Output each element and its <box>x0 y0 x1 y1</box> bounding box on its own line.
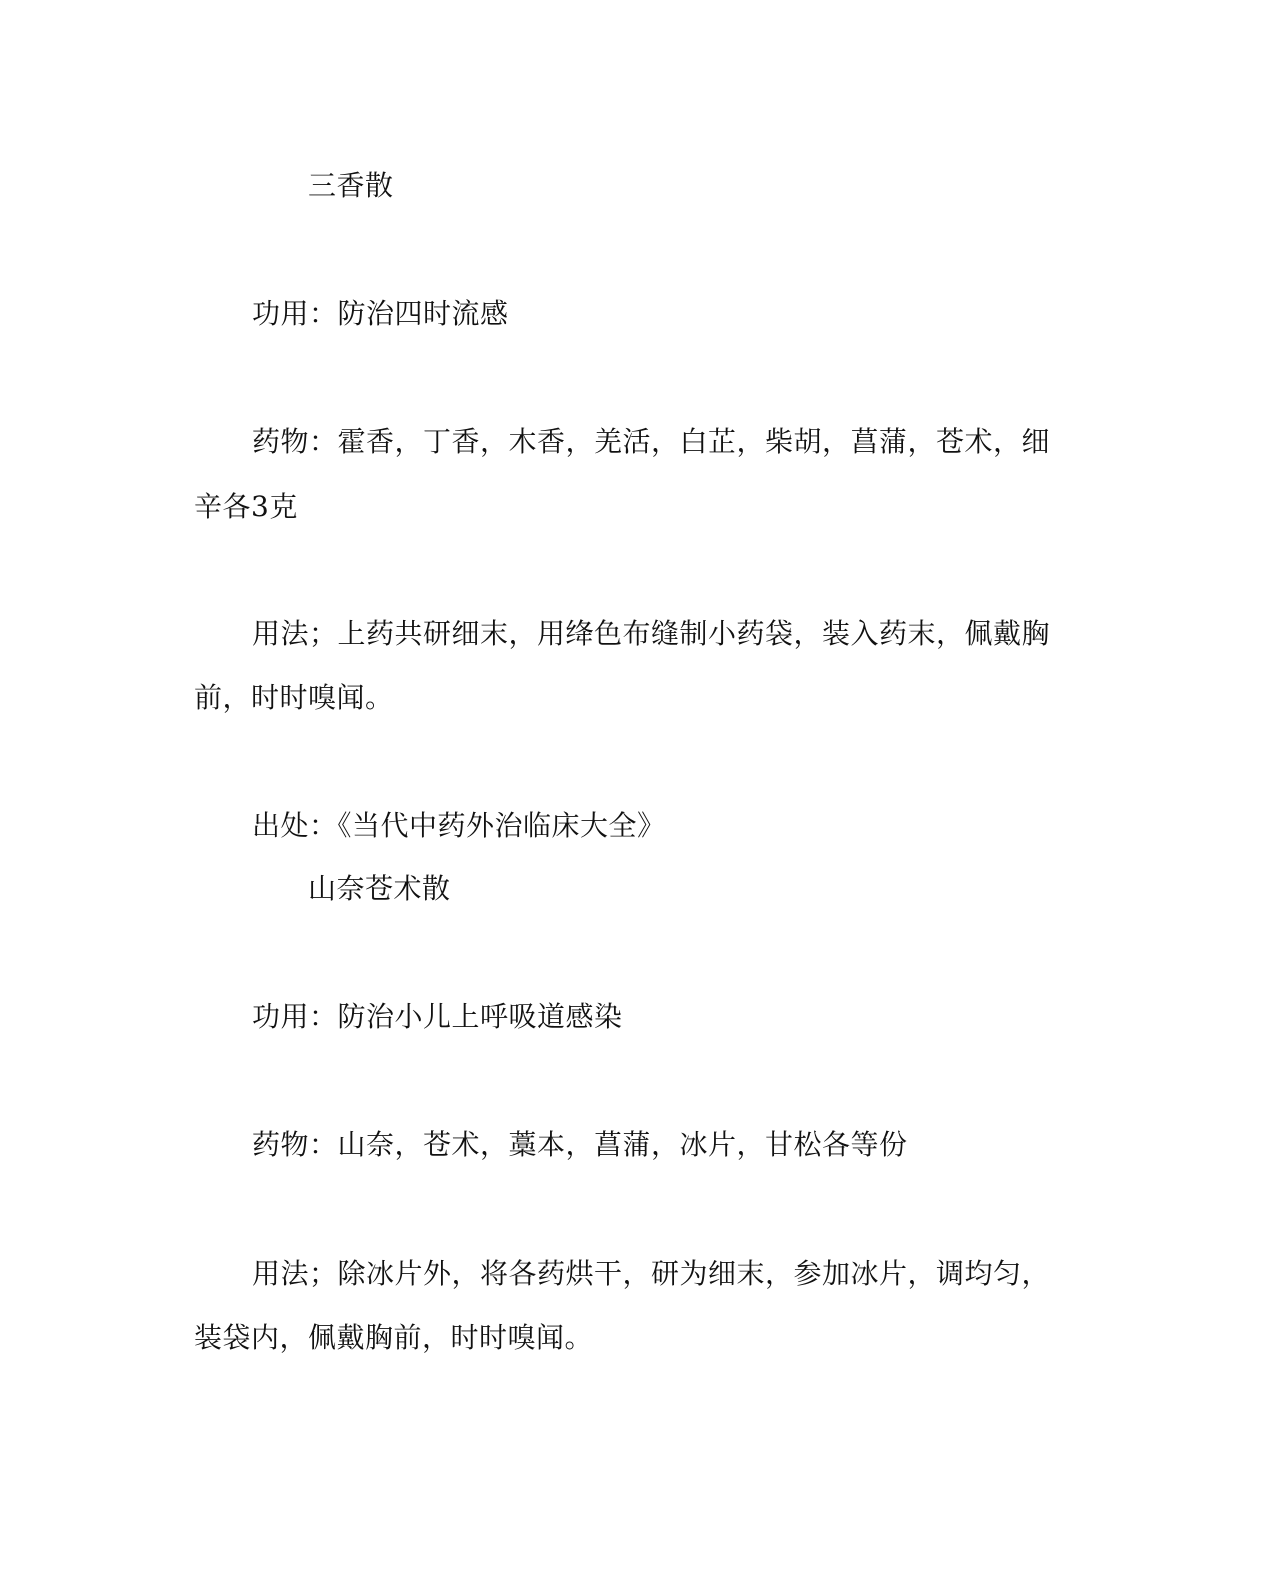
section1-function: 功用：防治四时流感 <box>252 297 509 330</box>
section1-source: 出处：《当代中药外治临床大全》 <box>252 809 666 842</box>
section2-usage: 用法；除冰片外，将各药烘干，研为细末，参加冰片，调均匀， <box>252 1257 1051 1290</box>
section2-title: 山奈苍术散 <box>308 872 451 905</box>
section1-ingredients-continued: 辛各3克 <box>194 490 298 523</box>
section1-usage: 用法；上药共研细末，用绛色布缝制小药袋，装入药末，佩戴胸 <box>252 617 1051 650</box>
section1-usage-continued: 前，时时嗅闻。 <box>194 681 394 714</box>
section2-ingredients: 药物：山奈，苍术，藁本，菖蒲，冰片，甘松各等份 <box>252 1128 908 1161</box>
section1-ingredients: 药物：霍香，丁香，木香，羌活，白芷，柴胡，菖蒲，苍术，细 <box>252 425 1051 458</box>
section2-usage-continued: 装袋内，佩戴胸前，时时嗅闻。 <box>194 1321 594 1354</box>
section1-title: 三香散 <box>308 169 394 202</box>
section2-function: 功用：防治小儿上呼吸道感染 <box>252 1000 623 1033</box>
